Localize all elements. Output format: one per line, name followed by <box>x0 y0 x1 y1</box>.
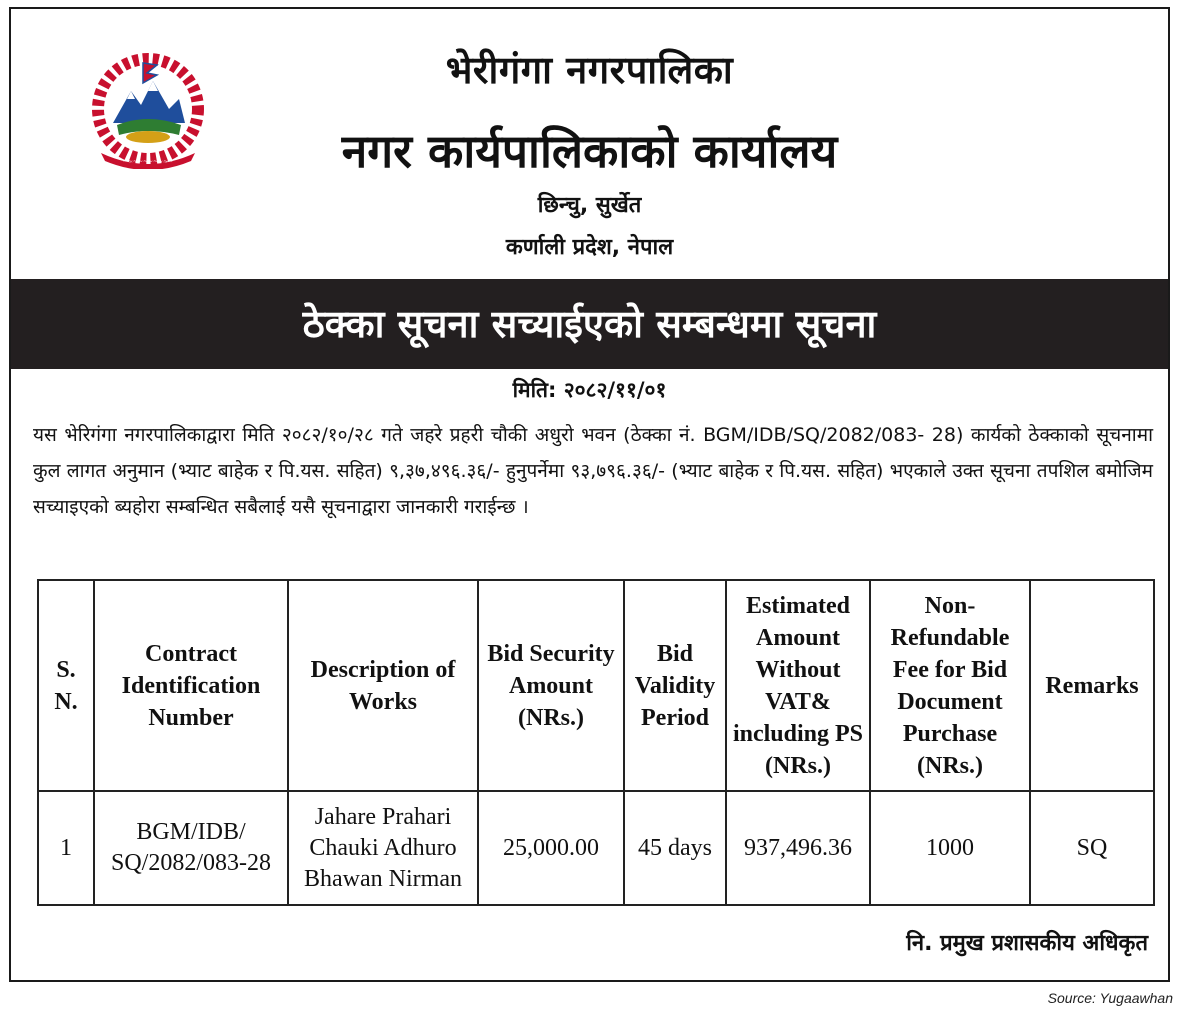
header-description: Description of Works <box>288 580 478 791</box>
cell-sn: 1 <box>38 791 94 905</box>
header-remarks: Remarks <box>1030 580 1154 791</box>
header-estimated-amount: Estimated Amount Without VAT& including PS (NRs.) <box>726 580 870 791</box>
cell-description: Jahare Prahari Chauki Adhuro Bhawan Nirman <box>288 791 478 905</box>
cell-validity: 45 days <box>624 791 726 905</box>
signatory-title: नि. प्रमुख प्रशासकीय अधिकृत <box>906 931 1148 956</box>
cell-fee: 1000 <box>870 791 1030 905</box>
table-row <box>38 791 1154 905</box>
header-validity: Bid Validity Period <box>624 580 726 791</box>
notice-paragraph: यस भेरिगंगा नगरपालिकाद्वारा मिति २०८२/१०/२८ गते जहरे प्रहरी चौकी अधुरो भवन (ठेक्का नं. BGM/IDB/SQ/2082/083- 28) कार्यको ठेक्काको सूचनामा कुल लागत अनुमान (भ्याट बाहेक र पि.यस. सहित) ९,३७,४९६.३६/- हुनुपर्नेमा ९३,७९६.३६/- (भ्याट बाहेक र पि.यस. सहित) भएकाले उक्त सूचना तपशिल बमोजिम सच्याइएको ब्यहोरा सम्बन्धित सबैलाई यसै सूचनाद्वारा जानकारी गराईन्छ । <box>33 424 1153 518</box>
office-name: नगर कार्यपालिकाको कार्यालय <box>341 124 838 178</box>
cell-bid-security: 25,000.00 <box>478 791 624 905</box>
notice-title-banner <box>11 279 1168 369</box>
cell-remarks: SQ <box>1030 791 1154 905</box>
bid-table <box>37 579 1155 906</box>
header-bid-security: Bid Security Amount (NRs.) <box>478 580 624 791</box>
cell-contract-id: BGM/IDB/ SQ/2082/083-28 <box>94 791 288 905</box>
header-contract-id: Contract Identification Number <box>94 580 288 791</box>
notice-date: मिति: २०८२/११/०१ <box>512 378 667 402</box>
header-sn: S. N. <box>38 580 94 791</box>
source-credit: Source: Yugaawhan <box>1047 990 1173 1006</box>
office-location: छिन्चु, सुर्खेत <box>537 193 642 218</box>
office-province: कर्णाली प्रदेश, नेपाल <box>505 235 674 260</box>
notice-frame <box>9 7 1170 982</box>
cell-estimated-amount: 937,496.36 <box>726 791 870 905</box>
table-header-row <box>38 580 1154 791</box>
header-fee: Non-Refundable Fee for Bid Document Purchase (NRs.) <box>870 580 1030 791</box>
notice-title: ठेक्का सूचना सच्याईएको सम्बन्धमा सूचना <box>302 302 877 346</box>
svg-text:~~~~~~~~~~: ~~~~~~~~~~ <box>122 158 174 165</box>
municipality-name: भेरीगंगा नगरपालिका <box>445 48 734 92</box>
